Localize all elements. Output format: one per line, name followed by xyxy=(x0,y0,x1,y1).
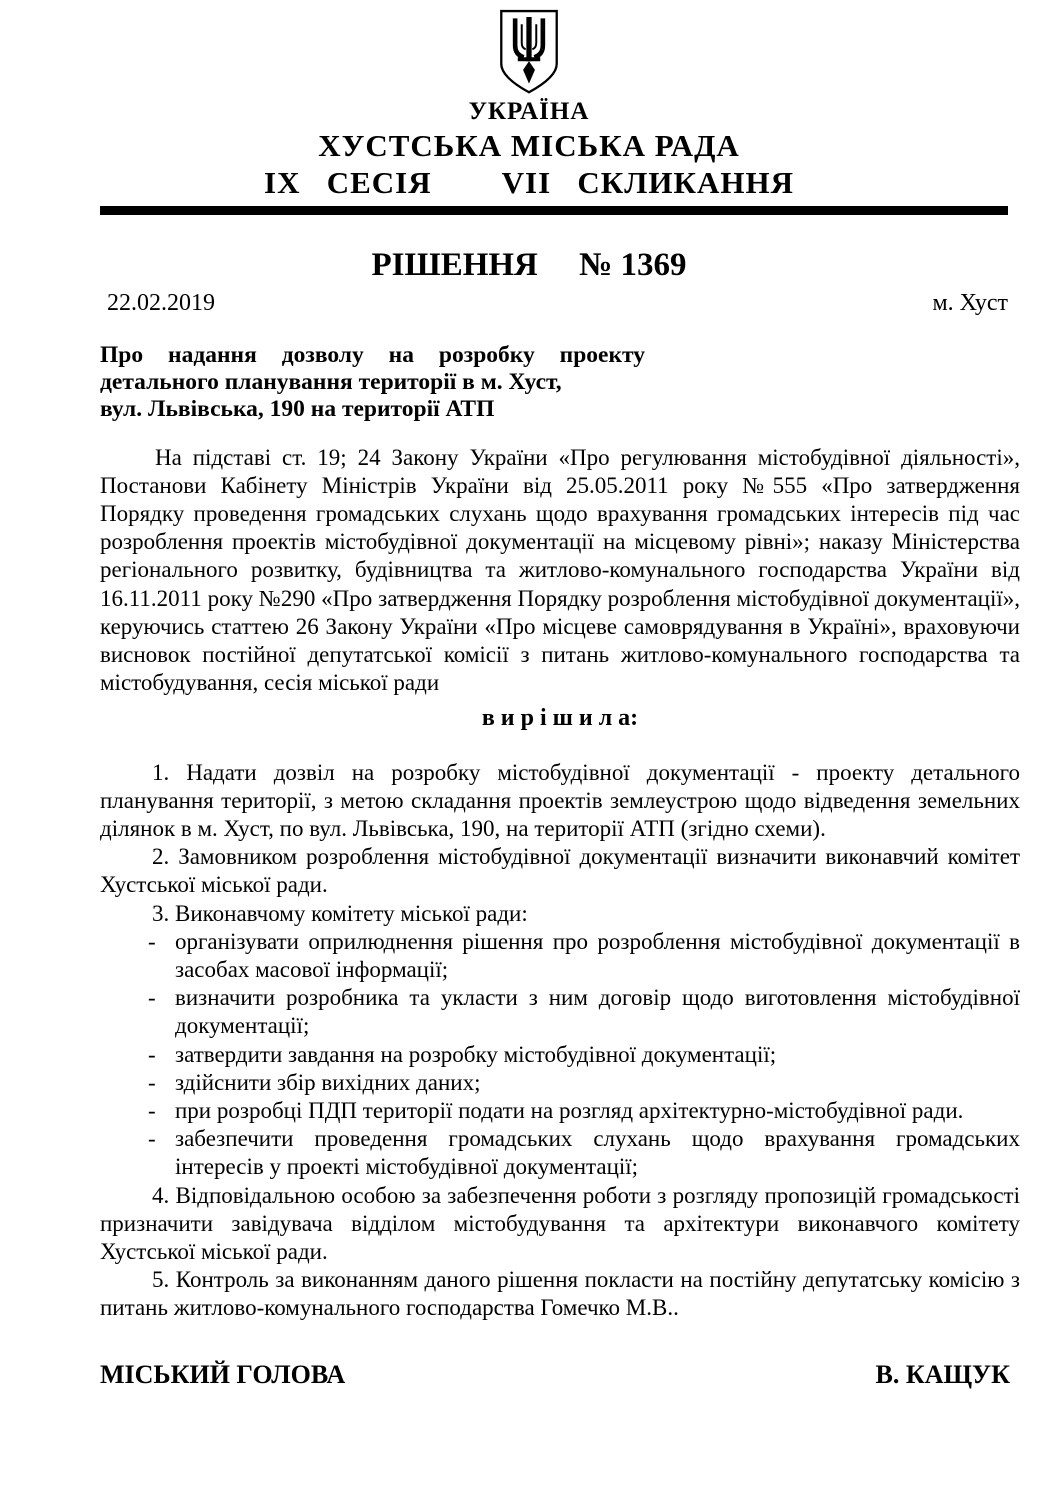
resolution-subitem: - здійснити збір вихідних даних; xyxy=(146,1069,1020,1097)
document-body xyxy=(0,289,1058,1389)
signature-row xyxy=(100,1361,1020,1389)
resolution-item-1: 1. Надати дозвіл на розробку містобудівної документації - проекту детального планування території, з метою складання проектів землеустрою щодо відведення земельних ділянок в м. Хуст, по вул. Львівська, 190, на території АТП (згідно схеми). xyxy=(100,759,1020,842)
preamble-paragraph: На підставі ст. 19; 24 Закону України «Про регулювання містобудівної діяльності», Постанови Кабінету Міністрів України від 25.05.2011 року №555 «Про затвердження Порядку проведення громадських слухань щодо врахування громадських інтересів під час розроблення проектів містобудівної документації на місцевому рівні»; наказу Міністерства регіонального розвитку, будівництва та житлово-комунального господарства України від 16.11.2011 року №290 «Про затвердження Порядку розроблення містобудівної документації», керуючись статтею 26 Закону України «Про місцеве самоврядування в Україні», враховуючи висновок постійної депутатської комісії з питань житлово-комунального господарства та містобудування, сесія міської ради xyxy=(100,444,1020,696)
resolution-item-2: 2. Замовником розроблення містобудівної документації визначити виконавчий комітет Хустської міської ради. xyxy=(100,844,1020,898)
country-label: УКРАЇНА xyxy=(468,98,590,125)
resolution-subitem: - організувати оприлюднення рішення про розроблення містобудівної документації в засобах масової інформації; xyxy=(146,928,1020,984)
resolution-subitem: - при розробці ПДП території подати на розгляд архітектурно-містобудівної ради. xyxy=(146,1097,1020,1125)
resolution-subitem: - визначити розробника та укласти з ним договір щодо виготовлення містобудівної документації; xyxy=(146,984,1020,1040)
resolution-subitems xyxy=(100,928,1020,1182)
official-name: В. КАЩУК xyxy=(875,1359,1010,1389)
decision-date: 22.02.2019 xyxy=(107,290,215,316)
council-name: ХУСТСЬКА МІСЬКА РАДА xyxy=(318,128,740,163)
divider-rule xyxy=(100,206,1008,215)
official-title: МІСЬКИЙ ГОЛОВА xyxy=(100,1359,346,1389)
resolved-label: в и р і ш и л а: xyxy=(481,705,639,732)
decision-place: м. Хуст xyxy=(932,290,1008,316)
resolution-subitem: - забезпечити проведення громадських слухань щодо врахування громадських інтересів у проекті містобудівної документації; xyxy=(146,1125,1020,1181)
coat-of-arms-icon xyxy=(0,8,1058,96)
subject-line: детального планування території в м. Хуст, xyxy=(100,369,562,395)
resolution-item-4: 4. Відповідальною особою за забезпечення роботи з розгляду пропозицій громадськості призначити завідувача відділом містобудування та архітектури виконавчого комітету Хустської міської ради. xyxy=(100,1182,1020,1265)
decision-title: РІШЕННЯ № 1369 xyxy=(371,247,687,283)
document-header xyxy=(0,8,1058,201)
resolution-item-5: 5. Контроль за виконанням даного рішення покласти на постійну депутатську комісію з питань житлово-комунального господарства Гомечко М.В.. xyxy=(100,1267,1020,1321)
decision-subject xyxy=(100,342,645,422)
decision-meta-row xyxy=(100,289,1020,317)
session-line: IX СЕСІЯ VII СКЛИКАННЯ xyxy=(264,165,794,200)
resolution-item-3-intro: 3. Виконавчому комітету міської ради: xyxy=(152,900,528,926)
subject-line: Про надання дозволу на розробку проекту xyxy=(100,342,645,369)
subject-line: вул. Львівська, 190 на території АТП xyxy=(100,395,495,422)
resolution-subitem: - затвердити завдання на розробку містобудівної документації; xyxy=(146,1041,1020,1069)
